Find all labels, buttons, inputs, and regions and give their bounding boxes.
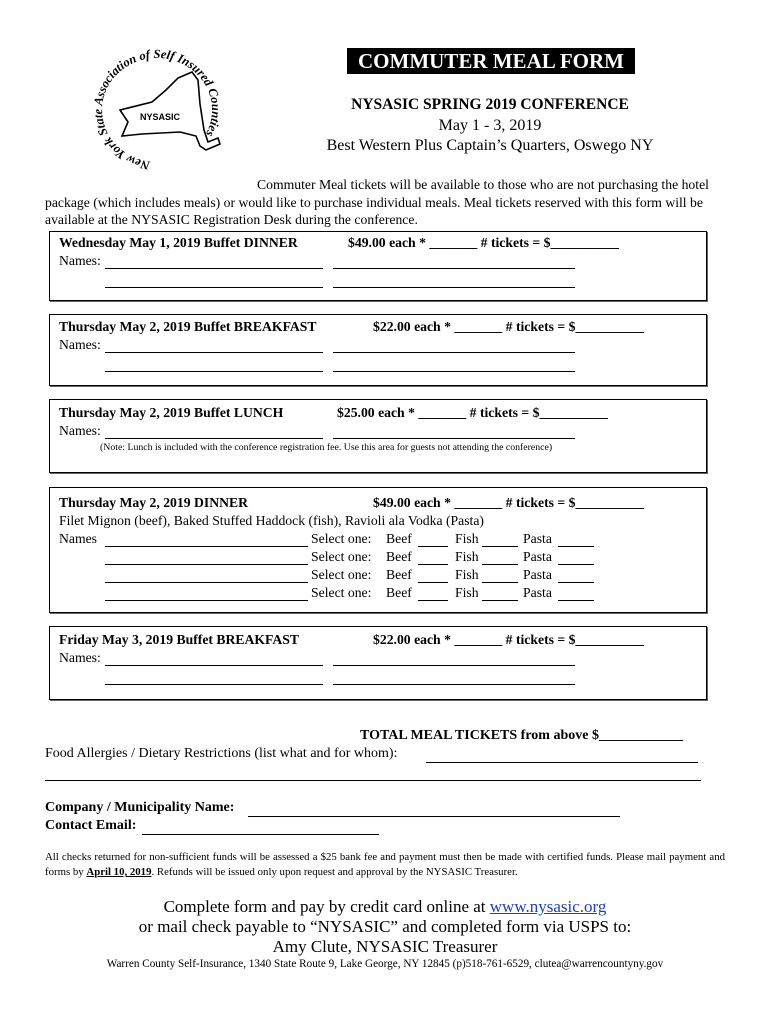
pasta-choice-field[interactable]: [558, 546, 594, 547]
contact-email-field[interactable]: [142, 834, 379, 835]
pasta-option: Pasta: [523, 531, 552, 546]
names-label: Names:: [59, 253, 101, 268]
contact-email-label: Contact Email:: [45, 818, 137, 833]
payment-deadline: April 10, 2019: [86, 866, 152, 878]
treasurer-address: Warren County Self-Insurance, 1340 State Route 9, Lake George, NY 12845 (p)518-761-6529, clutea@warrencountyny.gov: [106, 958, 664, 970]
meal-price-line: $49.00 each * _______ # tickets = $__________: [348, 235, 619, 250]
meal-section-thu-dinner: [49, 487, 707, 613]
meal-section-fri-breakfast: [49, 626, 707, 700]
name-field[interactable]: [333, 438, 575, 439]
meal-price-line: $49.00 each * _______ # tickets = $__________: [373, 495, 644, 510]
conference-venue: Best Western Plus Captain’s Quarters, Oswego NY: [326, 137, 654, 154]
footer-pay-online-text: Complete form and pay by credit card online at: [163, 897, 490, 916]
meal-price-line: $22.00 each * _______ # tickets = $__________: [373, 319, 644, 334]
pasta-option: Pasta: [523, 567, 552, 582]
names-label: Names:: [59, 423, 101, 438]
name-field[interactable]: [105, 564, 308, 565]
meal-title: Wednesday May 1, 2019 Buffet DINNER: [59, 235, 298, 250]
name-field[interactable]: [105, 600, 308, 601]
footer-line-3: Amy Clute, NYSASIC Treasurer: [272, 937, 498, 956]
meal-title: Thursday May 2, 2019 Buffet LUNCH: [59, 405, 284, 420]
beef-choice-field[interactable]: [418, 582, 448, 583]
beef-choice-field[interactable]: [418, 546, 448, 547]
form-title: COMMUTER MEAL FORM: [347, 48, 635, 74]
meal-section-thu-breakfast: [49, 314, 707, 386]
select-one-label: Select one:: [311, 531, 372, 546]
meal-price-line: $25.00 each * _______ # tickets = $__________: [337, 405, 608, 420]
beef-choice-field[interactable]: [418, 600, 448, 601]
footer-line-1: [90, 897, 680, 917]
payment-terms-part1: All checks returned for non-sufficient funds will be assessed a $25 bank fee and payment must then be made with certified funds. Please mail payment and forms by: [45, 851, 725, 878]
meal-title: Thursday May 2, 2019 DINNER: [59, 495, 248, 510]
names-label: Names:: [59, 650, 101, 665]
intro-paragraph: Commuter Meal tickets will be available to those who are not purchasing the hotel package (which includes meals) or would like to purchase individual meals. Meal tickets reserved with this form will be available at the NYSASIC Registration Desk during the conference.: [45, 177, 709, 227]
nysasic-website-link[interactable]: www.nysasic.org: [489, 897, 607, 916]
name-field[interactable]: [105, 684, 323, 685]
select-one-label: Select one:: [311, 567, 372, 582]
beef-option: Beef: [386, 585, 412, 600]
pasta-option: Pasta: [523, 549, 552, 564]
fish-option: Fish: [455, 567, 479, 582]
meal-section-wed-dinner: [49, 231, 707, 301]
fish-option: Fish: [455, 549, 479, 564]
pasta-choice-field[interactable]: [558, 600, 594, 601]
total-tickets-label: TOTAL MEAL TICKETS from above $____________: [360, 728, 683, 743]
beef-choice-field[interactable]: [418, 564, 448, 565]
conference-name: NYSASIC SPRING 2019 CONFERENCE: [351, 96, 629, 113]
logo-ring-text: New York State Association of Self Insured Counties: [90, 46, 224, 173]
fish-option: Fish: [455, 585, 479, 600]
name-field[interactable]: [333, 352, 575, 353]
name-field[interactable]: [333, 665, 575, 666]
fish-choice-field[interactable]: [482, 546, 518, 547]
pasta-option: Pasta: [523, 585, 552, 600]
name-field[interactable]: [333, 371, 575, 372]
name-field[interactable]: [105, 665, 323, 666]
meal-price-line: $22.00 each * _______ # tickets = $__________: [373, 632, 644, 647]
name-field[interactable]: [333, 268, 575, 269]
logo-center-text: NYSASIC: [139, 112, 181, 122]
name-field[interactable]: [333, 287, 575, 288]
name-field[interactable]: [105, 371, 323, 372]
fish-choice-field[interactable]: [482, 600, 518, 601]
allergies-label: Food Allergies / Dietary Restrictions (list what and for whom):: [45, 746, 398, 761]
beef-option: Beef: [386, 531, 412, 546]
beef-option: Beef: [386, 567, 412, 582]
footer-line-2: or mail check payable to “NYSASIC” and completed form via USPS to:: [138, 917, 632, 936]
allergies-field[interactable]: [426, 762, 698, 763]
beef-option: Beef: [386, 549, 412, 564]
company-field[interactable]: [248, 816, 620, 817]
conference-dates: May 1 - 3, 2019: [438, 117, 542, 134]
menu-description: Filet Mignon (beef), Baked Stuffed Haddock (fish), Ravioli ala Vodka (Pasta): [59, 513, 484, 528]
meal-title: Friday May 3, 2019 Buffet BREAKFAST: [59, 632, 300, 647]
name-field[interactable]: [105, 287, 323, 288]
meal-title: Thursday May 2, 2019 Buffet BREAKFAST: [59, 319, 317, 334]
nysasic-logo: [82, 42, 232, 177]
pasta-choice-field[interactable]: [558, 582, 594, 583]
name-field[interactable]: [105, 268, 323, 269]
name-field[interactable]: [105, 546, 308, 547]
lunch-note: (Note: Lunch is included with the conference registration fee. Use this area for guests not attending the conference): [100, 442, 553, 453]
select-one-label: Select one:: [311, 585, 372, 600]
name-field[interactable]: [105, 438, 323, 439]
fish-choice-field[interactable]: [482, 582, 518, 583]
names-label: Names:: [59, 337, 101, 352]
company-label: Company / Municipality Name:: [45, 800, 235, 815]
select-one-label: Select one:: [311, 549, 372, 564]
payment-terms-part2: . Refunds will be issued only upon request and approval by the NYSASIC Treasurer.: [151, 866, 518, 878]
payment-terms: [45, 850, 725, 880]
pasta-choice-field[interactable]: [558, 564, 594, 565]
logo-graphic: [82, 42, 232, 177]
fish-choice-field[interactable]: [482, 564, 518, 565]
meal-section-thu-lunch: [49, 399, 707, 473]
name-field[interactable]: [333, 684, 575, 685]
names-label: Names: [59, 531, 98, 546]
allergies-field-line2[interactable]: [45, 780, 701, 781]
fish-option: Fish: [455, 531, 479, 546]
name-field[interactable]: [105, 352, 323, 353]
name-field[interactable]: [105, 582, 308, 583]
